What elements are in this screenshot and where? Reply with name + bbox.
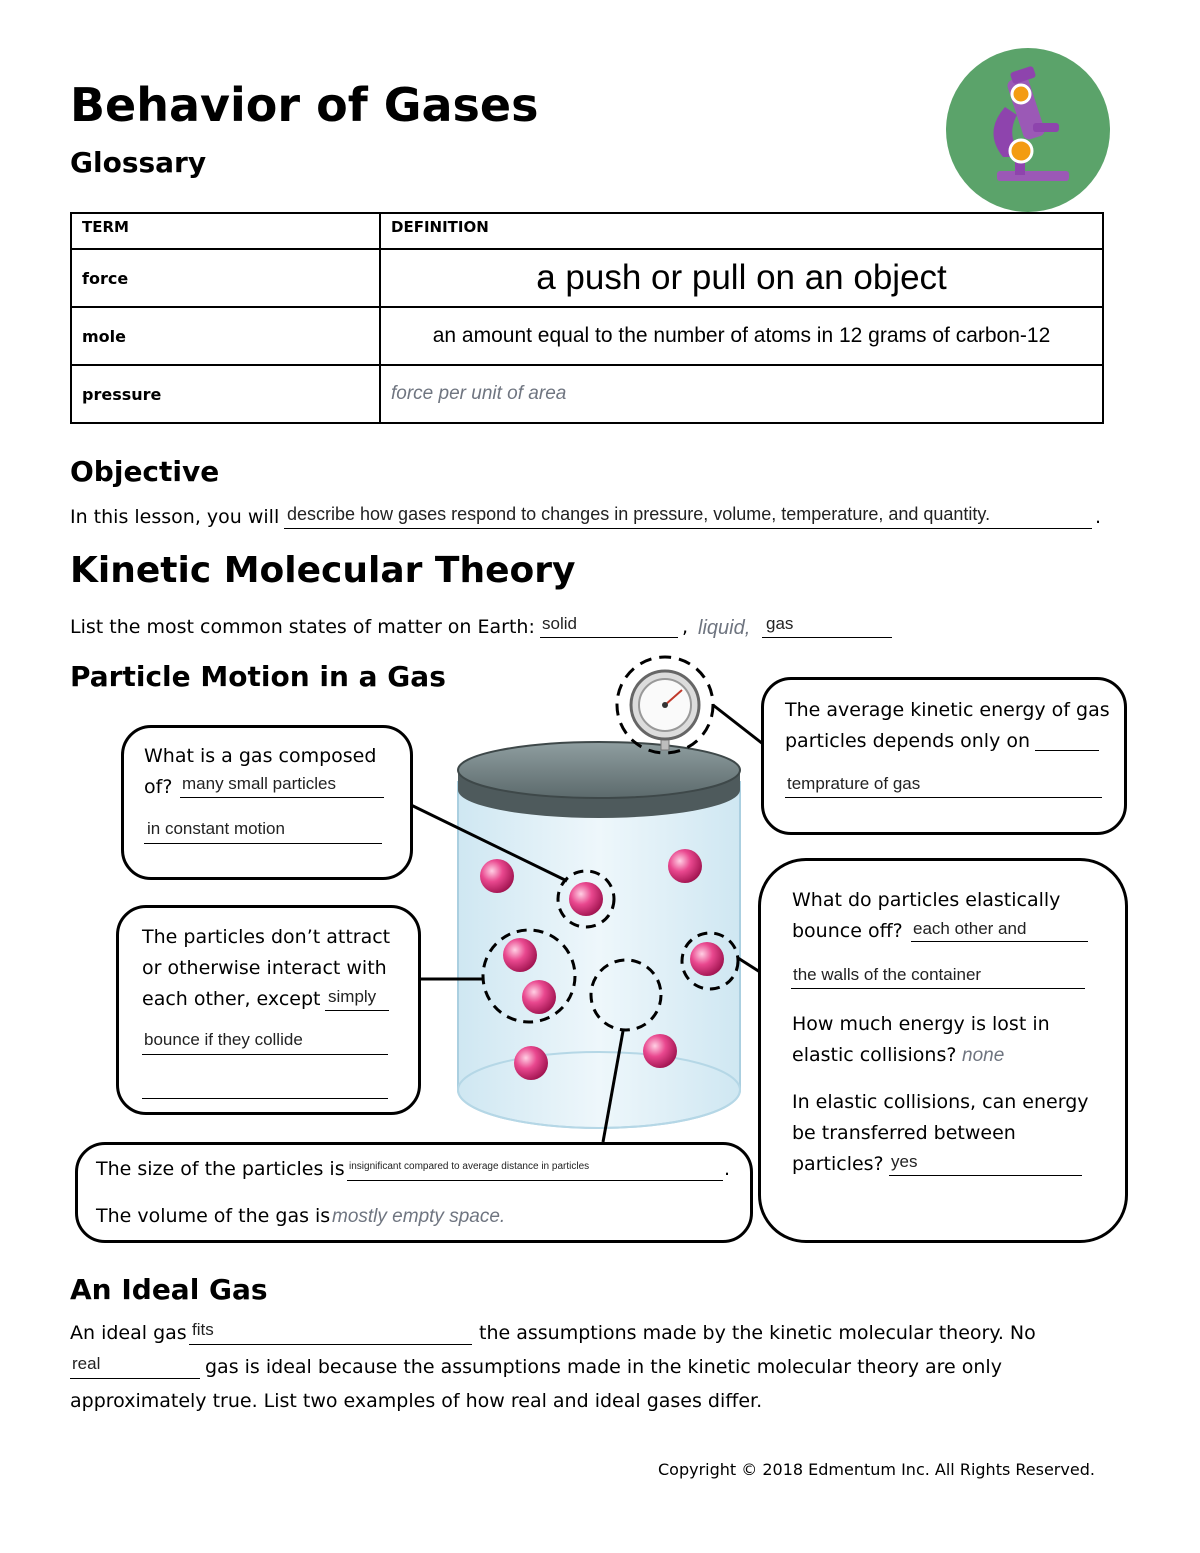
states-answer-2[interactable]: liquid, xyxy=(698,617,751,639)
elastic-q3-3: particles? xyxy=(792,1153,884,1175)
elastic-q3-2: be transferred between xyxy=(792,1122,1016,1144)
attract-answer-1[interactable]: simply xyxy=(328,987,377,1006)
col-definition: DEFINITION xyxy=(380,213,1103,249)
term-cell: mole xyxy=(71,307,380,365)
states-sep: , xyxy=(682,616,689,638)
glossary-heading: Glossary xyxy=(70,146,207,179)
table-row xyxy=(71,249,1103,307)
kmt-heading: Kinetic Molecular Theory xyxy=(70,550,576,591)
size-answer-1[interactable]: insignificant compared to average distance in particles xyxy=(349,1161,590,1172)
ideal-p2-line xyxy=(70,1378,200,1379)
kinetic-line xyxy=(785,797,1102,798)
particle-heading: Particle Motion in a Gas xyxy=(70,660,446,693)
states-answer-3[interactable]: gas xyxy=(766,614,794,633)
definition-cell: a push or pull on an object xyxy=(380,249,1103,307)
elastic-q3-line xyxy=(889,1175,1082,1176)
elastic-q3-answer[interactable]: yes xyxy=(891,1152,918,1171)
table-row xyxy=(71,307,1103,365)
elastic-q3-1: In elastic collisions, can energy xyxy=(792,1091,1089,1113)
elastic-q2-2: elastic collisions? xyxy=(792,1044,957,1066)
elastic-q1-1: What do particles elastically xyxy=(792,889,1061,911)
objective-answer-line xyxy=(284,528,1092,529)
composed-question-2: of? xyxy=(144,776,173,798)
term-cell: force xyxy=(71,249,380,307)
attract-answer-2[interactable]: bounce if they collide xyxy=(144,1030,303,1049)
objective-prompt: In this lesson, you will xyxy=(70,506,280,528)
attract-line-1 xyxy=(325,1010,389,1011)
copyright: Copyright © 2018 Edmentum Inc. All Rights Reserved. xyxy=(658,1460,1095,1479)
kinetic-answer[interactable]: temprature of gas xyxy=(787,774,921,793)
kinetic-text-2: particles depends only on xyxy=(785,730,1031,752)
elastic-q1-answer-1[interactable]: each other and xyxy=(913,919,1027,938)
ideal-p1-line xyxy=(189,1344,472,1345)
col-term: TERM xyxy=(71,213,380,249)
elastic-q1-line-1 xyxy=(911,941,1088,942)
size-end: . xyxy=(724,1158,731,1180)
objective-heading: Objective xyxy=(70,455,220,488)
definition-cell: an amount equal to the number of atoms in 12 grams of carbon-12 xyxy=(380,307,1103,365)
ideal-p2-answer[interactable]: real xyxy=(72,1354,101,1373)
size-line-1 xyxy=(347,1180,723,1181)
size-text-2: The volume of the gas is xyxy=(96,1205,331,1227)
ideal-p3: approximately true. List two examples of how real and ideal gases differ. xyxy=(70,1390,763,1412)
composed-question-1: What is a gas composed xyxy=(144,745,377,767)
ideal-p1-start: An ideal gas xyxy=(70,1322,187,1344)
attract-text-3: each other, except xyxy=(142,988,321,1010)
ideal-p1-rest: the assumptions made by the kinetic molecular theory. No xyxy=(479,1322,1036,1344)
size-answer-2[interactable]: mostly empty space. xyxy=(332,1206,506,1227)
microscope-icon xyxy=(945,47,1111,213)
kinetic-text-1: The average kinetic energy of gas xyxy=(785,699,1110,721)
ideal-p2-rest: gas is ideal because the assumptions made in the kinetic molecular theory are only xyxy=(205,1356,1002,1378)
ideal-p1-answer[interactable]: fits xyxy=(192,1320,214,1339)
attract-text-2: or otherwise interact with xyxy=(142,957,387,979)
definition-cell: force per unit of area xyxy=(380,365,1103,423)
table-row xyxy=(71,365,1103,423)
composed-answer-2[interactable]: in constant motion xyxy=(147,819,285,838)
elastic-q2-answer[interactable]: none xyxy=(962,1045,1005,1066)
elastic-q2-1: How much energy is lost in xyxy=(792,1013,1050,1035)
states-prompt: List the most common states of matter on Earth: xyxy=(70,616,535,638)
elastic-q1-line-2 xyxy=(791,988,1085,989)
elastic-q1-2: bounce off? xyxy=(792,920,903,942)
composed-line-2 xyxy=(144,843,382,844)
ideal-gas-heading: An Ideal Gas xyxy=(70,1273,268,1306)
composed-line-1 xyxy=(180,797,384,798)
attract-line-2 xyxy=(142,1054,388,1055)
attract-line-3 xyxy=(142,1098,388,1099)
page-title: Behavior of Gases xyxy=(70,78,539,132)
objective-end: . xyxy=(1095,506,1102,528)
attract-text-1: The particles don’t attract xyxy=(142,926,391,948)
glossary-table xyxy=(70,212,1104,424)
objective-answer[interactable]: describe how gases respond to changes in pressure, volume, temperature, and quantity. xyxy=(287,504,991,524)
states-answer-1[interactable]: solid xyxy=(542,614,577,633)
elastic-q1-answer-2[interactable]: the walls of the container xyxy=(793,965,982,984)
kinetic-short-line xyxy=(1035,750,1099,751)
size-text-1: The size of the particles is xyxy=(96,1158,345,1180)
composed-answer-1[interactable]: many small particles xyxy=(182,774,336,793)
term-cell: pressure xyxy=(71,365,380,423)
states-line-3 xyxy=(762,637,892,638)
states-line-1 xyxy=(540,637,678,638)
